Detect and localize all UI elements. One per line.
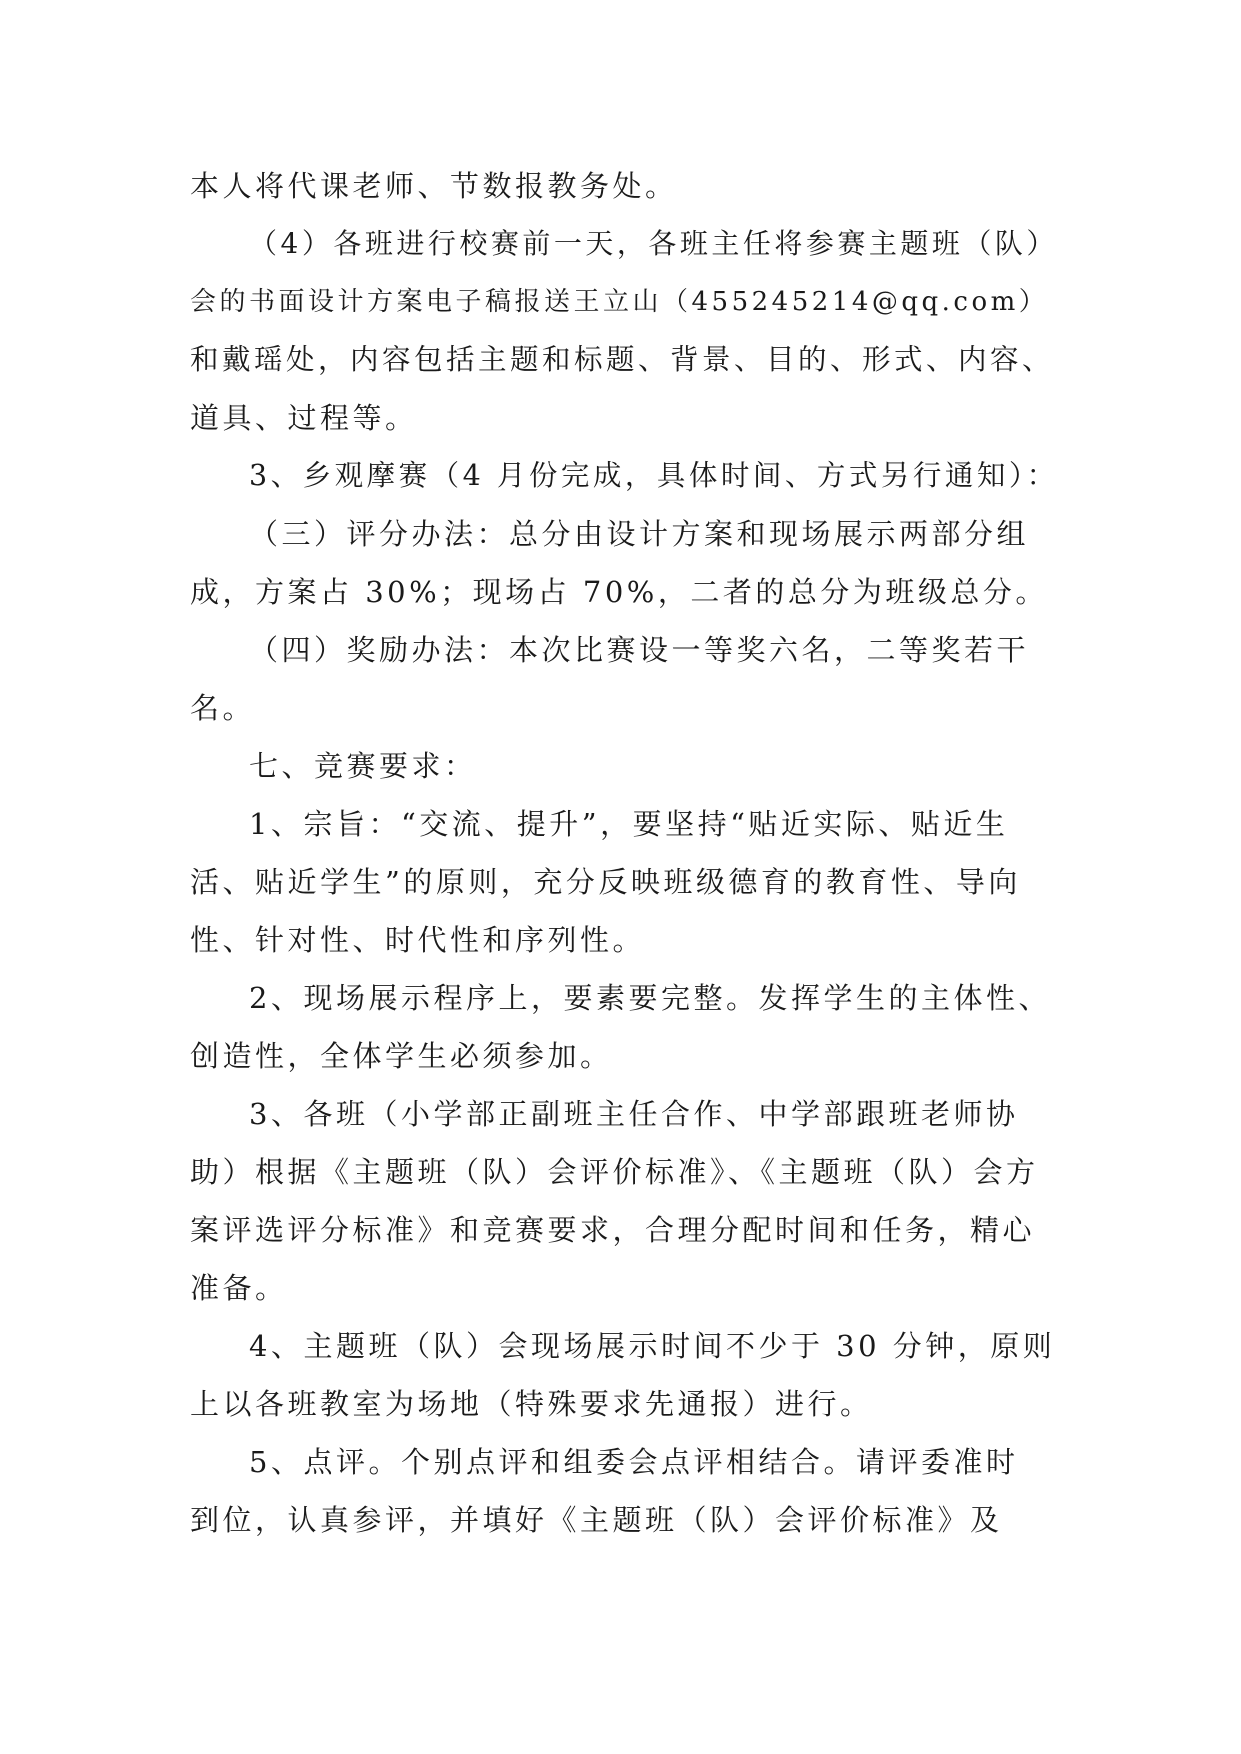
text-line: 名。 xyxy=(190,691,256,725)
text-line: 活、贴近学生”的原则，充分反映班级德育的教育性、导向 xyxy=(190,865,1021,899)
text-line: 道具、过程等。 xyxy=(190,401,418,435)
text-line: 5、点评。个别点评和组委会点评相结合。请评委准时 xyxy=(249,1445,1019,1479)
text-line: （四）奖励办法：本次比赛设一等奖六名，二等奖若干 xyxy=(249,633,1030,667)
text-line: （三）评分办法：总分由设计方案和现场展示两部分组 xyxy=(249,517,1030,551)
text-line: 2、现场展示程序上，要素要完整。发挥学生的主体性、 xyxy=(249,981,1051,1015)
text-line: 创造性，全体学生必须参加。 xyxy=(190,1039,613,1073)
text-line: 案评选评分标准》和竞赛要求，合理分配时间和任务，精心 xyxy=(190,1213,1036,1247)
text-line: 1、宗旨：“交流、提升”，要坚持“贴近实际、贴近生 xyxy=(249,807,1009,841)
text-line: 助）根据《主题班（队）会评价标准》、《主题班（队）会方 xyxy=(190,1155,1039,1189)
text-line: 4、主题班（队）会现场展示时间不少于 30 分钟，原则 xyxy=(249,1329,1056,1363)
text-line: 3、各班（小学部正副班主任合作、中学部跟班老师协 xyxy=(249,1097,1019,1131)
text-line: 到位，认真参评，并填好《主题班（队）会评价标准》及 xyxy=(190,1503,1003,1537)
text-line: 本人将代课老师、节数报教务处。 xyxy=(190,169,678,203)
text-line: 成，方案占 30%；现场占 70%，二者的总分为班级总分。 xyxy=(190,575,1048,609)
text-line: 准备。 xyxy=(190,1271,288,1305)
text-line: 3、乡观摩赛（4 月份完成，具体时间、方式另行通知）： xyxy=(249,459,1059,492)
text-line: 和戴瑶处，内容包括主题和标题、背景、目的、形式、内容、 xyxy=(190,343,1055,376)
section-heading: 七、竞赛要求： xyxy=(249,749,477,783)
text-line: 上以各班教室为场地（特殊要求先通报）进行。 xyxy=(190,1387,873,1421)
text-line: 性、针对性、时代性和序列性。 xyxy=(190,923,646,957)
text-line: （4）各班进行校赛前一天，各班主任将参赛主题班（队） xyxy=(249,227,1058,260)
text-line: 会的书面设计方案电子稿报送王立山（455245214@qq.com） xyxy=(190,287,1049,317)
